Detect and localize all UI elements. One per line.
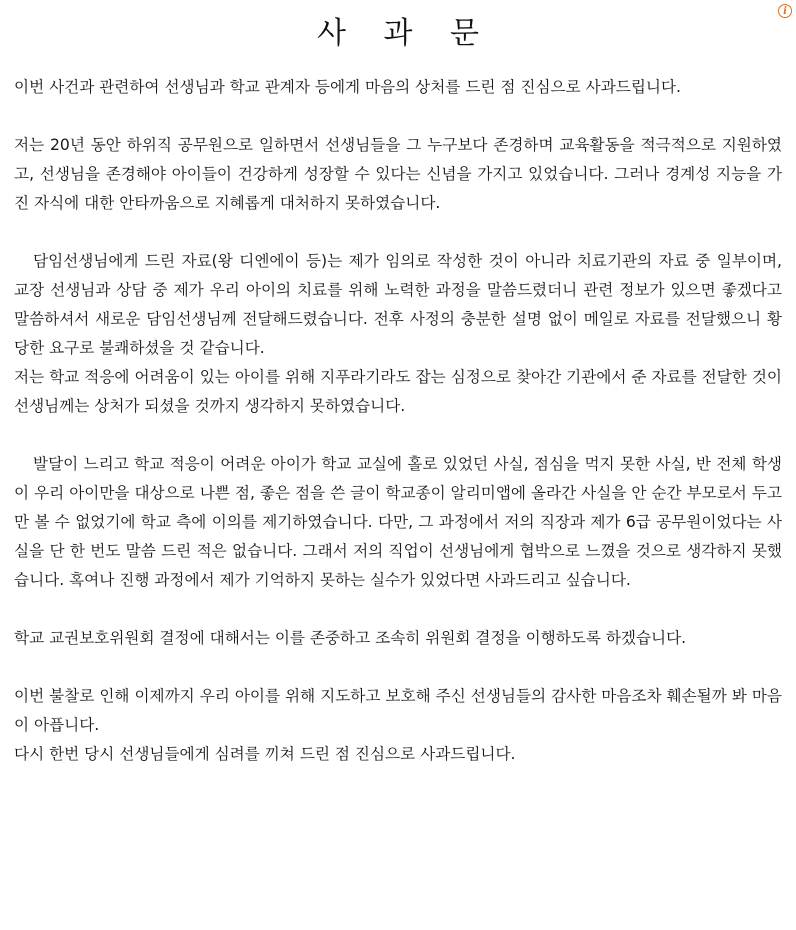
- paragraph-5: 발달이 느리고 학교 적응이 어려운 아이가 학교 교실에 홀로 있었던 사실, 점심을 먹지 못한 사실, 반 전체 학생이 우리 아이만을 대상으로 나쁜 점, 좋은 점을 쓴 글이 학교종이 알리미앱에 올라간 사실을 안 순간 부모로서 두고만 볼 수 없었기에 학교 측에 이의를 제기하였습니다. 다만, 그 과정에서 저의 직장과 제가 6급 공무원이었다는 사실을 단 한 번도 말씀 드린 적은 없습니다. 그래서 저의 직업이 선생님에게 협박으로 느꼈을 것으로 생각하지 못했습니다. 혹여나 진행 과정에서 제가 기억하지 못하는 실수가 있었다면 사과드리고 싶습니다.: [14, 455, 782, 589]
- paragraph-3: 담임선생님에게 드린 자료(왕 디엔에이 등)는 제가 임의로 작성한 것이 아니라 치료기관의 자료 중 일부이며, 교장 선생님과 상담 중 제가 우리 아이의 치료를 위해 노력한 과정을 말씀드렸더니 관련 정보가 있으면 좋겠다고 말씀하셔서 새로운 담임선생님께 전달해드렸습니다. 전후 사정의 충분한 설명 없이 메일로 자료를 전달했으니 황당한 요구로 불쾌하셨을 것 같습니다.: [14, 252, 782, 357]
- paragraph-4: 저는 학교 적응에 어려움이 있는 아이를 위해 지푸라기라도 잡는 심정으로 찾아간 기관에서 준 자료를 전달한 것이 선생님께는 상처가 되셨을 것까지 생각하지 못하였습니다.: [14, 368, 782, 415]
- paragraph-6: 학교 교권보호위원회 결정에 대해서는 이를 존중하고 조속히 위원회 결정을 이행하도록 하겠습니다.: [14, 629, 687, 647]
- paragraph-7: 이번 불찰로 인해 이제까지 우리 아이를 위해 지도하고 보호해 주신 선생님들의 감사한 마음조차 훼손될까 봐 마음이 아픕니다.: [14, 687, 782, 734]
- document-body: [14, 73, 782, 769]
- info-icon[interactable]: i: [778, 4, 792, 18]
- page-title: 사 과 문: [316, 16, 493, 51]
- paragraph-8: 다시 한번 당시 선생님들에게 심려를 끼쳐 드린 점 진심으로 사과드립니다.: [14, 745, 516, 763]
- paragraph-2: 저는 20년 동안 하위직 공무원으로 일하면서 선생님들을 그 누구보다 존경하며 교육활동을 적극적으로 지원하였고, 선생님을 존경해야 아이들이 건강하게 성장할 수 있다는 신념을 가지고 있었습니다. 그러나 경계성 지능을 가진 자식에 대한 안타까움으로 지혜롭게 대처하지 못하였습니다.: [14, 136, 782, 212]
- paragraph-1: 이번 사건과 관련하여 선생님과 학교 관계자 등에게 마음의 상처를 드린 점 진심으로 사과드립니다.: [14, 78, 681, 96]
